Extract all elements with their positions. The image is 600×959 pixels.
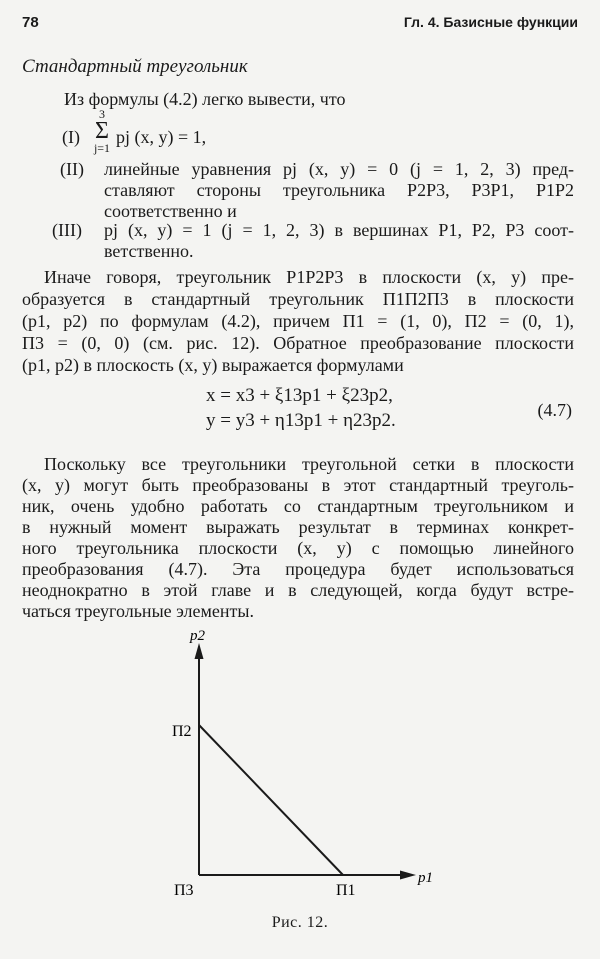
vertex-label-top: Π2 xyxy=(172,723,192,740)
figure-caption: Рис. 12. xyxy=(271,914,329,931)
section-title: Стандартный треугольник xyxy=(22,56,248,77)
para2-line-5: ного треугольника плоскости (x, y) с помощью линейного xyxy=(22,538,574,558)
item-iii-line-1: pj (x, y) = 1 (j = 1, 2, 3) в вершинах P1, P2, P3 соот- xyxy=(104,220,574,240)
para2-line-7: неоднократно в этой главе и в следующей, когда будут встре- xyxy=(22,580,574,600)
equation-x: x = x3 + ξ13p1 + ξ23p2, xyxy=(206,385,393,406)
equation-number: (4.7) xyxy=(537,400,572,420)
item-i-text: pj (x, y) = 1, xyxy=(116,127,207,147)
para2-line-3: ник, очень удобно работать со стандартным треугольником и xyxy=(22,496,574,516)
item-iii-line-2: ветственно. xyxy=(104,241,194,261)
item-iii-label: (III) xyxy=(52,220,82,240)
item-i-label: (I) xyxy=(62,127,80,147)
para1-line-3: (p1, p2) по формулам (4.2), причем Π1 = (1, 0), Π2 = (0, 1), xyxy=(22,311,574,331)
sigma-glyph: Σ xyxy=(95,118,109,144)
running-header: Гл. 4. Базисные функции xyxy=(403,14,578,30)
x-axis-arrow xyxy=(400,871,416,880)
para2-line-1: Поскольку все треугольники треугольной сетки в плоскости xyxy=(44,454,574,474)
para2-line-4: в нужный момент выражать результат в терминах конкрет- xyxy=(22,517,574,537)
item-ii-line-1: линейные уравнения pj (x, y) = 0 (j = 1, 2, 3) пред- xyxy=(104,159,574,179)
vertex-label-origin: Π3 xyxy=(174,882,194,899)
para2-line-8: чаться треугольные элементы. xyxy=(22,601,254,621)
para1-line-2: образуется в стандартный треугольник Π1Π2Π3 в плоскости xyxy=(22,289,574,309)
page-number: 78 xyxy=(22,14,39,31)
sum-lower-limit: j=1 xyxy=(93,141,111,155)
para1-line-4: Π3 = (0, 0) (см. рис. 12). Обратное преобразование плоскости xyxy=(22,333,574,353)
axis-label-p1: p1 xyxy=(418,870,433,886)
hypotenuse xyxy=(199,725,343,875)
item-ii-line-3: соответственно и xyxy=(104,201,237,221)
axis-label-p2: p2 xyxy=(190,628,205,644)
para2-line-2: (x, y) могут быть преобразованы в этот стандартный треуголь- xyxy=(22,475,574,495)
vertex-label-right: Π1 xyxy=(336,882,356,899)
equation-y: y = y3 + η13p1 + η23p2. xyxy=(206,410,396,431)
sum-upper-limit: 3 xyxy=(99,107,105,121)
y-axis-arrow xyxy=(195,643,204,659)
intro-line: Из формулы (4.2) легко вывести, что xyxy=(64,89,346,109)
para2-line-6: преобразования (4.7). Эта процедура будет использоваться xyxy=(22,559,574,579)
item-ii-label: (II) xyxy=(60,159,84,179)
para1-line-5: (p1, p2) в плоскость (x, y) выражается формулами xyxy=(22,355,404,375)
item-ii-line-2: ставляют стороны треугольника P2P3, P3P1, P1P2 xyxy=(104,180,574,200)
para1-line-1: Иначе говоря, треугольник P1P2P3 в плоскости (x, y) пре- xyxy=(44,267,574,287)
